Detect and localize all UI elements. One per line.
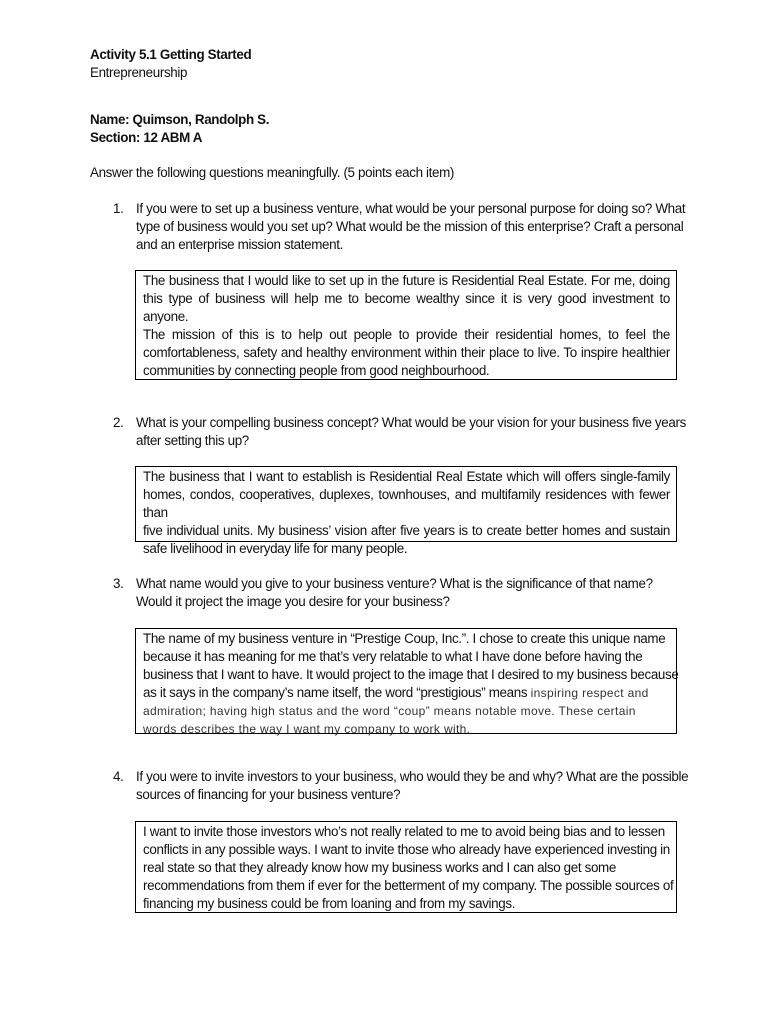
answer-line: words describes the way I want my company to work with.: [143, 722, 471, 736]
student-section: Section: 12 ABM A: [90, 130, 203, 145]
answer-line: business that I want to have. It would project to the image that I desired to my business because: [143, 667, 679, 682]
answer-box: [135, 628, 677, 734]
answer-line: communities by connecting people from good neighbourhood.: [143, 363, 490, 378]
question-line: What name would you give to your business venture? What is the significance of that name?: [136, 576, 653, 591]
answer-line: real state so that they already know how my business works and I can also get some: [143, 860, 616, 875]
question-number: 2.: [113, 415, 124, 430]
question-number: 4.: [113, 769, 124, 784]
question-line: If you were to set up a business venture, what would be your personal purpose for doing so? What: [136, 201, 686, 216]
student-name: Name: Quimson, Randolph S.: [90, 112, 270, 127]
answer-line: The business that I would like to set up in the future is Residential Real Estate. For me, doing: [143, 273, 670, 288]
activity-title: Activity 5.1 Getting Started: [90, 47, 252, 62]
answer-line: [143, 684, 670, 702]
question-text: [136, 414, 686, 450]
answer-line: recommendations from them if ever for the betterment of my company. The possible sources of: [143, 878, 674, 893]
instructions: Answer the following questions meaningfully. (5 points each item): [90, 165, 455, 180]
answer-line: The mission of this is to help out people to provide their residential homes, to feel the: [143, 327, 670, 342]
question-line: What is your compelling business concept? What would be your vision for your business five years: [136, 415, 686, 430]
question-number: 1.: [113, 201, 124, 216]
answer-line: conflicts in any possible ways. I want to invite those who already have experienced investing in: [143, 842, 670, 857]
answer-line-end: inspiring respect and: [530, 686, 649, 700]
answer-line: this type of business will help me to become wealthy since it is very good investment to anyone.: [143, 291, 670, 324]
answer-line: because it has meaning for me that’s very relatable to what I have done before having the: [143, 649, 643, 664]
question-line: If you were to invite investors to your business, who would they be and why? What are the possible: [136, 769, 689, 784]
answer-line: five individual units. My business’ vision after five years is to create better homes and sustain: [143, 523, 670, 538]
question-line: and an enterprise mission statement.: [136, 237, 343, 252]
question-text: [136, 768, 689, 804]
question-text: [136, 575, 681, 611]
answer-line: financing my business could be from loaning and from my savings.: [143, 896, 516, 911]
answer-line: comfortableness, safety and healthy environment within their place to live. To inspire healthier: [143, 345, 670, 360]
subject-label: Entrepreneurship: [90, 65, 188, 80]
question-line: sources of financing for your business venture?: [136, 787, 401, 802]
answer-line: The name of my business venture in “Prestige Coup, Inc.”. I chose to create this unique name: [143, 631, 666, 646]
answer-line: safe livelihood in everyday life for many people.: [143, 541, 408, 556]
question-text: [136, 200, 686, 254]
question-line: type of business would you set up? What would be the mission of this enterprise? Craft a personal: [136, 219, 684, 234]
answer-line: The business that I want to establish is Residential Real Estate which will offers single-family: [143, 469, 670, 484]
question-line: Would it project the image you desire for your business?: [136, 594, 450, 609]
answer-box: [135, 466, 677, 556]
answer-line: I want to invite those investors who’s not really related to me to avoid being bias and to lessen: [143, 824, 665, 839]
answer-line: homes, condos, cooperatives, duplexes, townhouses, and multifamily residences with fewer than: [143, 487, 670, 520]
answer-line: admiration; having high status and the word “coup” means notable move. These certain: [143, 704, 636, 718]
answer-box: [135, 821, 677, 913]
question-line: after setting this up?: [136, 433, 249, 448]
answer-line-start: as it says in the company’s name itself, the word “prestigious” means: [143, 685, 531, 700]
answer-box: [135, 270, 677, 380]
question-number: 3.: [113, 576, 124, 591]
